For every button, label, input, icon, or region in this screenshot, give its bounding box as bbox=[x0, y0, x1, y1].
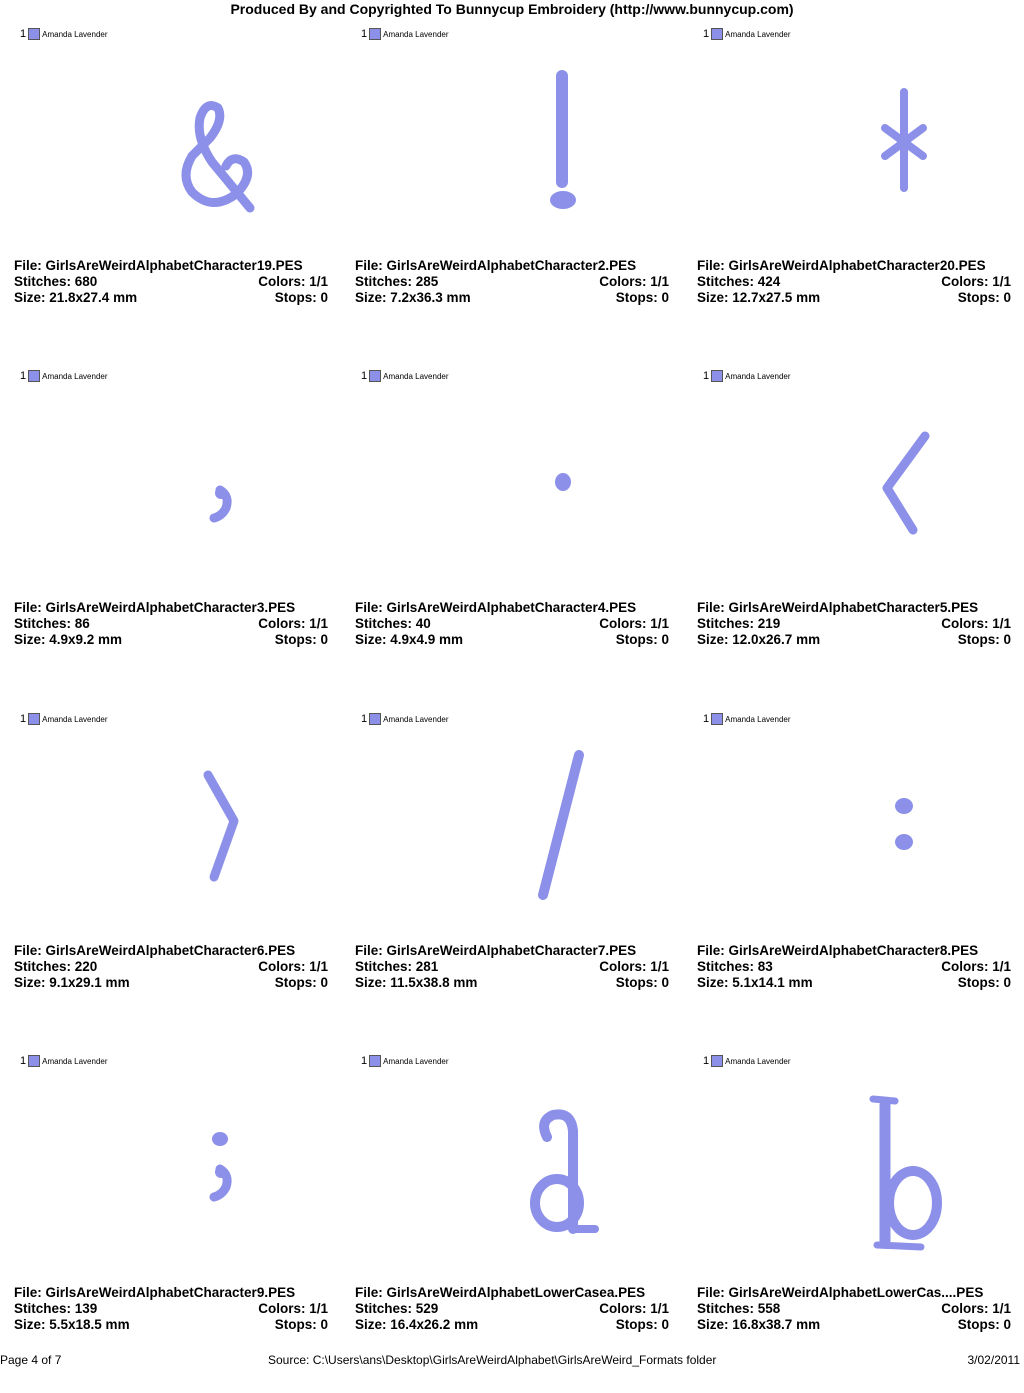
design-cell bbox=[0, 24, 342, 366]
thread-legend bbox=[361, 370, 449, 382]
design-info bbox=[697, 600, 1011, 648]
thread-number: 1 bbox=[361, 28, 368, 40]
thread-legend bbox=[361, 1055, 449, 1067]
page-number: Page 4 of 7 bbox=[0, 1353, 62, 1367]
stitch-count: Stitches: 281 bbox=[355, 959, 439, 974]
design-cell bbox=[341, 366, 683, 708]
file-name: File: GirlsAreWeirdAlphabetCharacter9.PES bbox=[14, 1285, 296, 1300]
design-info bbox=[14, 1285, 328, 1333]
color-count: Colors: 1/1 bbox=[599, 959, 669, 974]
embroidery-semicolon bbox=[0, 1069, 342, 1279]
design-size: Size: 12.0x26.7 mm bbox=[697, 632, 821, 647]
design-info bbox=[14, 600, 328, 648]
design-info bbox=[355, 258, 669, 306]
stitch-count: Stitches: 285 bbox=[355, 274, 439, 289]
thread-legend bbox=[703, 28, 791, 40]
thread-number: 1 bbox=[361, 1055, 368, 1067]
stitch-count: Stitches: 558 bbox=[697, 1301, 781, 1316]
design-info bbox=[697, 1285, 1011, 1333]
thread-swatch bbox=[28, 28, 40, 40]
design-info bbox=[355, 943, 669, 991]
thread-swatch bbox=[369, 370, 381, 382]
thread-name: Amanda Lavender bbox=[42, 1056, 108, 1066]
design-info bbox=[355, 1285, 669, 1333]
design-info bbox=[697, 943, 1011, 991]
color-count: Colors: 1/1 bbox=[941, 616, 1011, 631]
embroidery-ampersand bbox=[0, 42, 342, 252]
stitch-count: Stitches: 219 bbox=[697, 616, 781, 631]
thread-swatch bbox=[369, 28, 381, 40]
thread-swatch bbox=[28, 713, 40, 725]
design-info bbox=[355, 600, 669, 648]
design-size: Size: 5.1x14.1 mm bbox=[697, 975, 813, 990]
thread-swatch bbox=[369, 1055, 381, 1067]
thread-swatch bbox=[28, 1055, 40, 1067]
thread-swatch bbox=[28, 370, 40, 382]
design-info bbox=[14, 943, 328, 991]
thread-name: Amanda Lavender bbox=[725, 371, 791, 381]
thread-legend bbox=[20, 713, 108, 725]
design-cell bbox=[341, 709, 683, 1051]
stitch-count: Stitches: 424 bbox=[697, 274, 781, 289]
stop-count: Stops: 0 bbox=[957, 632, 1011, 647]
design-cell bbox=[341, 24, 683, 366]
design-size: Size: 12.7x27.5 mm bbox=[697, 290, 821, 305]
embroidery-less-than bbox=[683, 384, 1024, 594]
design-cell bbox=[683, 709, 1024, 1051]
design-cell bbox=[0, 366, 342, 708]
thread-name: Amanda Lavender bbox=[42, 714, 108, 724]
file-name: File: GirlsAreWeirdAlphabetCharacter4.PES bbox=[355, 600, 637, 615]
thread-name: Amanda Lavender bbox=[383, 371, 449, 381]
thread-name: Amanda Lavender bbox=[725, 29, 791, 39]
thread-legend bbox=[20, 28, 108, 40]
design-size: Size: 21.8x27.4 mm bbox=[14, 290, 138, 305]
thread-swatch bbox=[711, 713, 723, 725]
thread-number: 1 bbox=[20, 370, 27, 382]
thread-legend bbox=[703, 1055, 791, 1067]
page-header: Produced By and Copyrighted To Bunnycup Embroidery (http://www.bunnycup.com) bbox=[230, 1, 794, 17]
thread-name: Amanda Lavender bbox=[383, 714, 449, 724]
thread-number: 1 bbox=[361, 370, 368, 382]
color-count: Colors: 1/1 bbox=[258, 616, 328, 631]
source-path: Source: C:\Users\ans\Desktop\GirlsAreWeirdAlphabet\GirlsAreWeird_Formats folder bbox=[268, 1353, 717, 1367]
thread-swatch bbox=[711, 370, 723, 382]
embroidery-lowercase-b bbox=[683, 1069, 1024, 1279]
stitch-count: Stitches: 40 bbox=[355, 616, 431, 631]
design-size: Size: 11.5x38.8 mm bbox=[355, 975, 478, 990]
file-name: File: GirlsAreWeirdAlphabetCharacter7.PES bbox=[355, 943, 637, 958]
stitch-count: Stitches: 220 bbox=[14, 959, 98, 974]
thread-name: Amanda Lavender bbox=[725, 714, 791, 724]
thread-name: Amanda Lavender bbox=[42, 371, 108, 381]
stop-count: Stops: 0 bbox=[615, 1317, 669, 1332]
color-count: Colors: 1/1 bbox=[941, 274, 1011, 289]
design-cell bbox=[0, 1051, 342, 1393]
stop-count: Stops: 0 bbox=[274, 1317, 328, 1332]
color-count: Colors: 1/1 bbox=[258, 959, 328, 974]
design-cell bbox=[341, 1051, 683, 1393]
design-size: Size: 4.9x4.9 mm bbox=[355, 632, 464, 647]
thread-number: 1 bbox=[361, 713, 368, 725]
file-name: File: GirlsAreWeirdAlphabetLowerCasea.PES bbox=[355, 1285, 646, 1300]
color-count: Colors: 1/1 bbox=[599, 616, 669, 631]
embroidery-asterisk bbox=[683, 42, 1024, 252]
file-name: File: GirlsAreWeirdAlphabetCharacter8.PES bbox=[697, 943, 979, 958]
embroidery-period bbox=[341, 384, 683, 594]
thread-number: 1 bbox=[703, 28, 710, 40]
thread-swatch bbox=[711, 28, 723, 40]
design-size: Size: 7.2x36.3 mm bbox=[355, 290, 471, 305]
thread-number: 1 bbox=[703, 370, 710, 382]
stop-count: Stops: 0 bbox=[274, 290, 328, 305]
file-name: File: GirlsAreWeirdAlphabetCharacter2.PES bbox=[355, 258, 637, 273]
thread-name: Amanda Lavender bbox=[725, 1056, 791, 1066]
design-size: Size: 4.9x9.2 mm bbox=[14, 632, 123, 647]
embroidery-greater-than bbox=[0, 727, 342, 937]
design-cell bbox=[0, 709, 342, 1051]
design-info bbox=[697, 258, 1011, 306]
color-count: Colors: 1/1 bbox=[599, 274, 669, 289]
stitch-count: Stitches: 86 bbox=[14, 616, 90, 631]
design-cell bbox=[683, 1051, 1024, 1393]
print-date: 3/02/2011 bbox=[967, 1353, 1020, 1367]
thread-number: 1 bbox=[703, 713, 710, 725]
file-name: File: GirlsAreWeirdAlphabetCharacter5.PES bbox=[697, 600, 979, 615]
thread-legend bbox=[20, 1055, 108, 1067]
thread-legend bbox=[20, 370, 108, 382]
color-count: Colors: 1/1 bbox=[258, 1301, 328, 1316]
page-footer bbox=[0, 1353, 1024, 1369]
design-cell bbox=[683, 24, 1024, 366]
design-size: Size: 16.4x26.2 mm bbox=[355, 1317, 479, 1332]
stop-count: Stops: 0 bbox=[274, 975, 328, 990]
stitch-count: Stitches: 83 bbox=[697, 959, 773, 974]
file-name: File: GirlsAreWeirdAlphabetCharacter3.PES bbox=[14, 600, 296, 615]
file-name: File: GirlsAreWeirdAlphabetCharacter6.PES bbox=[14, 943, 296, 958]
thread-swatch bbox=[711, 1055, 723, 1067]
thread-legend bbox=[361, 28, 449, 40]
thread-number: 1 bbox=[20, 1055, 27, 1067]
stop-count: Stops: 0 bbox=[957, 975, 1011, 990]
design-size: Size: 16.8x38.7 mm bbox=[697, 1317, 821, 1332]
design-size: Size: 9.1x29.1 mm bbox=[14, 975, 130, 990]
file-name: File: GirlsAreWeirdAlphabetCharacter20.PES bbox=[697, 258, 986, 273]
embroidery-colon bbox=[683, 727, 1024, 937]
embroidery-lowercase-a bbox=[341, 1069, 683, 1279]
file-name: File: GirlsAreWeirdAlphabetCharacter19.PES bbox=[14, 258, 303, 273]
thread-number: 1 bbox=[20, 28, 27, 40]
thread-number: 1 bbox=[703, 1055, 710, 1067]
stop-count: Stops: 0 bbox=[957, 1317, 1011, 1332]
color-count: Colors: 1/1 bbox=[599, 1301, 669, 1316]
color-count: Colors: 1/1 bbox=[258, 274, 328, 289]
stop-count: Stops: 0 bbox=[615, 975, 669, 990]
embroidery-exclamation bbox=[341, 42, 683, 252]
color-count: Colors: 1/1 bbox=[941, 1301, 1011, 1316]
color-count: Colors: 1/1 bbox=[941, 959, 1011, 974]
embroidery-slash bbox=[341, 727, 683, 937]
thread-name: Amanda Lavender bbox=[42, 29, 108, 39]
thread-number: 1 bbox=[20, 713, 27, 725]
thread-name: Amanda Lavender bbox=[383, 29, 449, 39]
embroidery-comma bbox=[0, 384, 342, 594]
thread-legend bbox=[703, 713, 791, 725]
thread-swatch bbox=[369, 713, 381, 725]
thread-name: Amanda Lavender bbox=[383, 1056, 449, 1066]
stitch-count: Stitches: 680 bbox=[14, 274, 98, 289]
stop-count: Stops: 0 bbox=[274, 632, 328, 647]
stitch-count: Stitches: 529 bbox=[355, 1301, 439, 1316]
file-name: File: GirlsAreWeirdAlphabetLowerCas....PES bbox=[697, 1285, 984, 1300]
design-size: Size: 5.5x18.5 mm bbox=[14, 1317, 130, 1332]
stitch-count: Stitches: 139 bbox=[14, 1301, 98, 1316]
stop-count: Stops: 0 bbox=[957, 290, 1011, 305]
design-cell bbox=[683, 366, 1024, 708]
design-info bbox=[14, 258, 328, 306]
stop-count: Stops: 0 bbox=[615, 632, 669, 647]
thread-legend bbox=[361, 713, 449, 725]
stop-count: Stops: 0 bbox=[615, 290, 669, 305]
thread-legend bbox=[703, 370, 791, 382]
